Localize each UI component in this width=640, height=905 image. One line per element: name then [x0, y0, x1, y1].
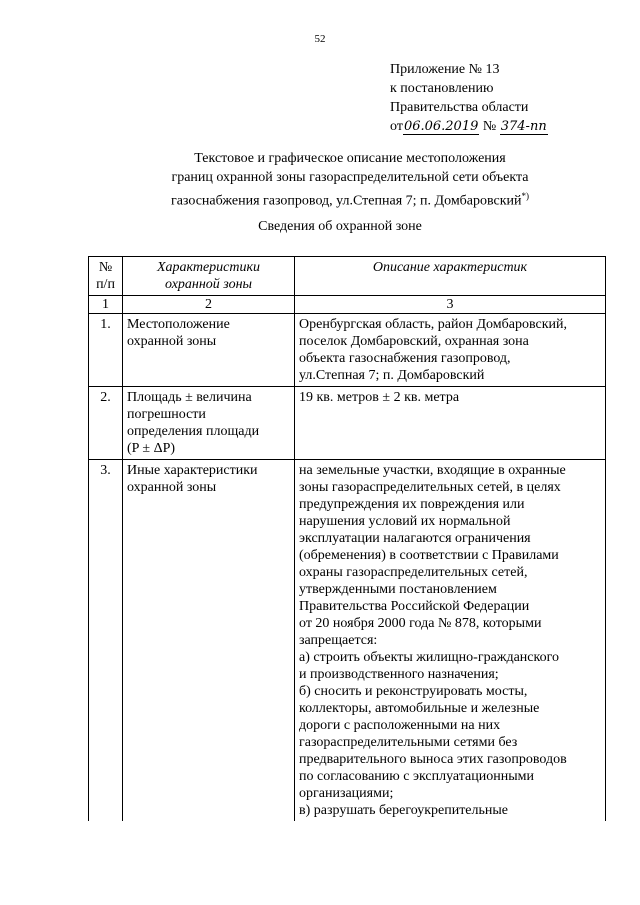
protection-zone-table [88, 256, 606, 821]
description-line: 19 кв. метров ± 2 кв. метра [299, 390, 460, 405]
row-characteristic [123, 387, 295, 460]
table-row [89, 314, 606, 387]
appendix-date-line [390, 117, 548, 136]
header-char-line-1: Характеристики [156, 260, 261, 275]
characteristic-line: погрешности [127, 407, 206, 422]
row-number: 1. [89, 314, 123, 387]
row-description [295, 387, 606, 460]
description-line: коллекторы, автомобильные и железные [299, 701, 540, 716]
number-prefix: № [482, 119, 497, 134]
section-subtitle: Сведения об охранной зоне [258, 219, 422, 234]
description-line: ул.Степная 7; п. Домбаровский [299, 368, 485, 383]
appendix-line-2: к постановлению [390, 81, 494, 96]
description-line: по согласованию с эксплуатационными [299, 769, 534, 784]
header-number-line-2: п/п [96, 277, 115, 292]
characteristic-line: Местоположение [127, 317, 230, 332]
characteristic-line: Иные характеристики [127, 463, 258, 478]
description-line: утвержденными постановлением [299, 582, 497, 597]
header-char-line-2: охранной зоны [164, 277, 253, 292]
description-line: запрещается: [299, 633, 378, 648]
title-line-3 [0, 187, 640, 211]
column-number-1: 1 [89, 296, 123, 314]
description-line: Оренбургская область, район Домбаровский, [299, 317, 568, 332]
description-line: Правительства Российской Федерации [299, 599, 530, 614]
header-description-cell: Описание характеристик [295, 257, 606, 296]
description-line: организациями; [299, 786, 394, 801]
table-row [89, 387, 606, 460]
title-line-3-text: газоснабжения газопровод, ул.Степная 7; п. Домбаровский [170, 193, 522, 209]
description-line: б) сносить и реконструировать мосты, [299, 684, 528, 699]
description-line: зоны газораспределительных сетей, в целях [299, 480, 561, 495]
column-number-row [89, 296, 606, 314]
row-characteristic [123, 314, 295, 387]
column-number-3: 3 [295, 296, 606, 314]
footnote-mark: *) [521, 191, 530, 201]
title-line-2: границ охранной зоны газораспределительной сети объекта [171, 170, 529, 185]
appendix-line-3: Правительства области [390, 100, 529, 115]
description-line: предварительного выноса этих газопроводов [299, 752, 567, 767]
description-line: поселок Домбаровский, охранная зона [299, 334, 529, 349]
description-line: нарушения условий их нормальной [299, 514, 511, 529]
characteristic-line: (P ± ΔP) [127, 441, 176, 456]
characteristic-line: определения площади [127, 424, 260, 439]
table-header-row [89, 257, 606, 296]
description-line: объекта газоснабжения газопровод, [299, 351, 511, 366]
description-line: а) строить объекты жилищно-гражданского [299, 650, 559, 665]
column-number-2: 2 [123, 296, 295, 314]
description-line: эксплуатации налагаются ограничения [299, 531, 531, 546]
header-characteristics-cell [123, 257, 295, 296]
handwritten-date: 06.06.2019 [403, 119, 479, 134]
description-line: дороги с расположенными на них [299, 718, 501, 733]
appendix-header [390, 60, 548, 136]
description-line: от 20 ноября 2000 года № 878, которыми [299, 616, 542, 631]
characteristic-line: охранной зоны [127, 480, 217, 495]
row-number: 3. [89, 460, 123, 822]
row-description [295, 314, 606, 387]
characteristic-line: Площадь ± величина [127, 390, 252, 405]
header-number-cell [89, 257, 123, 296]
table-row [89, 460, 606, 822]
date-prefix: от [390, 119, 403, 134]
handwritten-number: 374-пп [500, 119, 547, 134]
description-line: предупреждения их повреждения или [299, 497, 525, 512]
row-description [295, 460, 606, 822]
row-characteristic [123, 460, 295, 822]
page-number: 52 [314, 33, 326, 45]
header-number-line-1: № [98, 260, 113, 275]
characteristic-line: охранной зоны [127, 334, 217, 349]
description-line: охраны газораспределительных сетей, [299, 565, 528, 580]
description-line: в) разрушать берегоукрепительные [299, 803, 509, 818]
document-title [0, 149, 640, 211]
appendix-line-1: Приложение № 13 [390, 62, 500, 77]
row-number: 2. [89, 387, 123, 460]
description-line: (обременения) в соответствии с Правилами [299, 548, 559, 563]
description-line: газораспределительными сетями без [299, 735, 518, 750]
description-line: на земельные участки, входящие в охранные [299, 463, 566, 478]
title-line-1: Текстовое и графическое описание местоположения [194, 151, 506, 166]
description-line: и производственного назначения; [299, 667, 499, 682]
